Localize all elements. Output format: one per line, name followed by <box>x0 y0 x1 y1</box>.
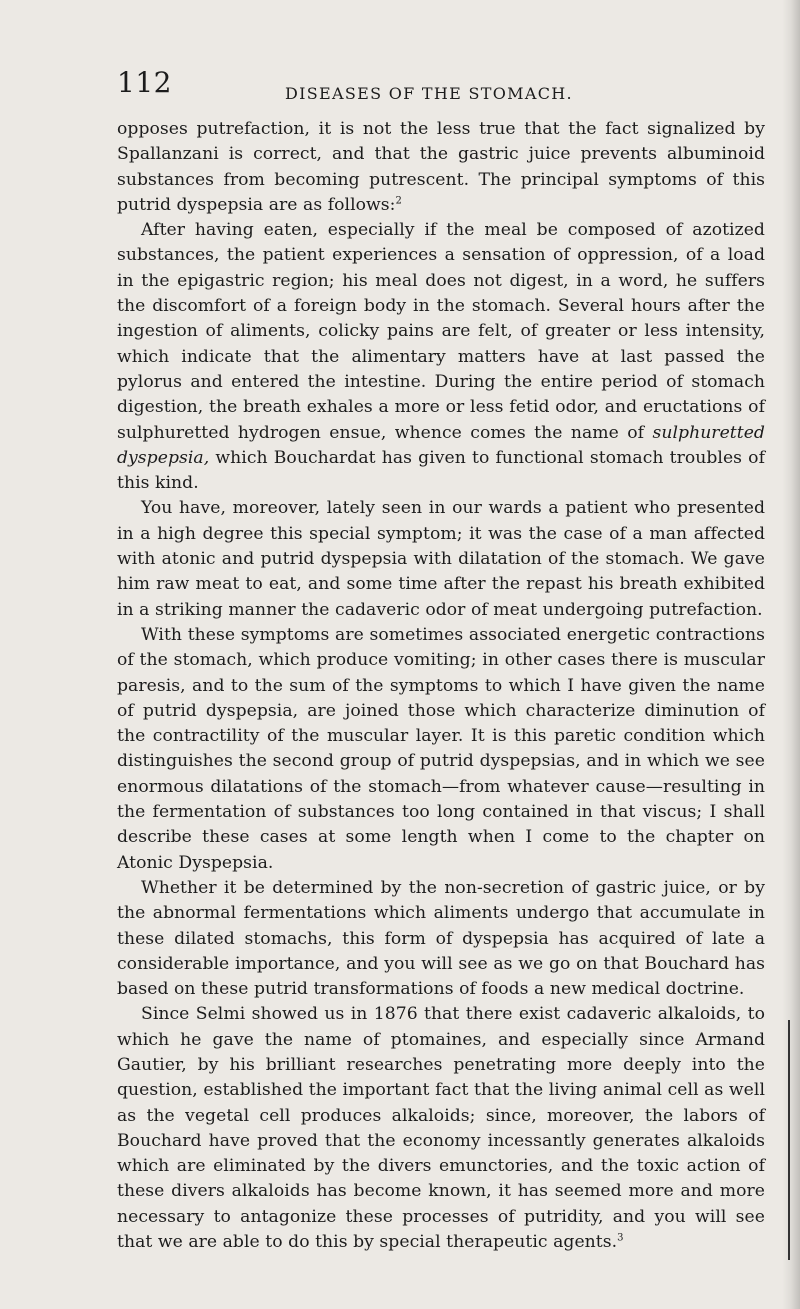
paragraph-1-text: opposes putrefaction, it is not the less true that the fact signalized by Spallanzani is correct, and that the gastric juice prevents albuminoid substances from becoming putrescent. The principal symptoms of this putrid dyspepsia are as follows: <box>117 119 765 215</box>
page-edge-shadow <box>782 0 800 1309</box>
italic-term: sulphuretted dyspepsia, <box>117 422 765 468</box>
paragraph-2-tail: which Bouchardat has given to functional stomach troubles of this kind. <box>117 447 765 494</box>
paragraph-5: Whether it be determined by the non-secretion of gastric juice, or by the abnormal fermentations which aliments undergo that accumulate in these dilated stomachs, this form of dyspepsia has acquired of late a considerable importance, and you will see as we go on that Bouchard has based on these putrid transformations of foods a new medical doctrine. <box>117 877 765 1000</box>
running-title: DISEASES OF THE STOMACH. <box>285 84 573 103</box>
page-edge-line <box>788 1020 790 1260</box>
page-header <box>117 66 737 106</box>
paragraph-6-text: Since Selmi showed us in 1876 that there exist cadaveric alkaloids, to which he gave the name of ptomaines, and especially since Armand Gautier, by his brilliant researches penetrating more deeply into the question, established the important fact that the living animal cell as well as the vegetal cell produces alkaloids; since, moreover, the labors of Bouchard have proved that the economy incessantly generates alkaloids which are eliminated by the divers emunctories, and the toxic action of these divers alkaloids has become known, it has seemed more and more necessary to antagonize these processes of putridity, and you will see that we are able to do this by special therapeutic agents. <box>117 1004 765 1253</box>
body-text <box>117 117 765 1255</box>
paragraph-2 <box>117 218 765 496</box>
paragraph-3: You have, moreover, lately seen in our wards a patient who presented in a high degree this special symptom; it was the case of a man affected with atonic and putrid dyspepsia with dilatation of the stomach. We gave him raw meat to eat, and some time after the repast his breath exhibited in a striking manner the cadaveric odor of meat undergoing putrefaction. <box>117 498 765 620</box>
footnote-ref-3: 3 <box>617 1232 624 1244</box>
page-number: 112 <box>117 66 172 99</box>
paragraph-2-text: After having eaten, especially if the meal be composed of azotized substances, the patient experiences a sensation of oppression, of a load in the epigastric region; his meal does not digest, in a word, he suffers the discomfort of a foreign body in the stomach. Several hours after the ingestion of aliments, colicky pains are felt, of greater or less intensity, which indicate that the alimentary matters have at last passed the pylorus and entered the intestine. During the entire period of stomach digestion, the breath exhales a more or less fetid odor, and eructations of sulphuretted hydrogen ensue, whence comes the name of <box>117 220 765 443</box>
paragraph-4: With these symptoms are sometimes associated energetic contractions of the stomach, which produce vomiting; in other cases there is muscular paresis, and to the sum of the symptoms to which I have given the name of putrid dyspepsia, are joined those which characterize diminution of the contractility of the muscular layer. It is this paretic condition which distinguishes the second group of putrid dyspepsias, and in which we see enormous dilatations of the stomach—from whatever cause—resulting in the fermentation of substances too long contained in that viscus; I shall describe these cases at some length when I come to the chapter on Atonic Dyspepsia. <box>117 624 765 873</box>
paragraph-6 <box>117 1002 765 1255</box>
paragraph-1 <box>117 117 765 218</box>
footnote-ref-2: 2 <box>395 195 402 207</box>
